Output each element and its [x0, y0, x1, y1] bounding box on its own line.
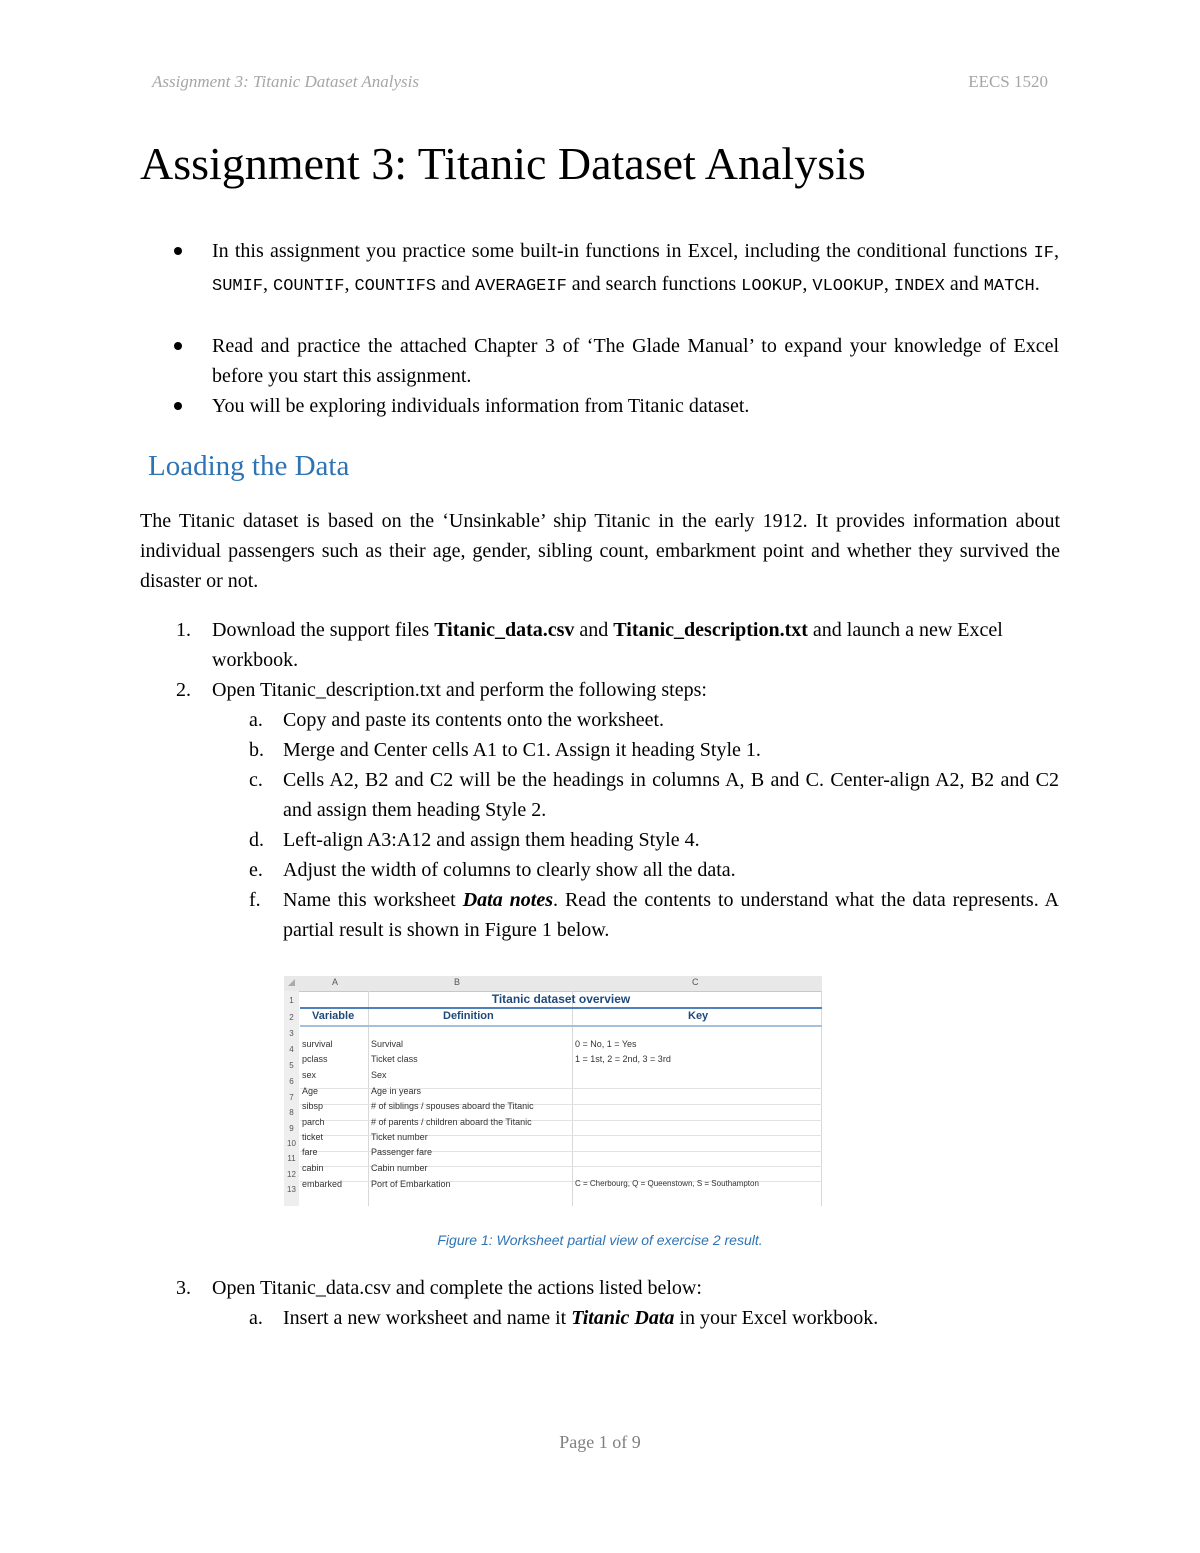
- select-all-icon: [288, 979, 295, 986]
- code-vlookup: VLOOKUP: [812, 277, 884, 296]
- table-cell: 0 = No, 1 = Yes: [575, 1039, 637, 1049]
- row-header-bar: [284, 991, 299, 1206]
- step-2f: f. Name this worksheet Data notes. Read the contents to understand what the data represents. A partial result is shown in Figure 1 below.: [249, 889, 1059, 941]
- table-cell: sibsp: [302, 1101, 324, 1111]
- header-variable: Variable: [312, 1010, 355, 1022]
- page-title: Assignment 3: Titanic Dataset Analysis: [140, 138, 866, 189]
- sheet-header-row: [300, 1009, 822, 1027]
- header-definition: Definition: [443, 1010, 494, 1022]
- code-sumif: SUMIF: [212, 277, 264, 296]
- row-number: 13: [287, 1185, 296, 1194]
- bullet-glade-manual: Read and practice the attached Chapter 3 of ‘The Glade Manual’ to expand your knowledge of Excel before you start this assignment.: [212, 331, 1059, 391]
- row-number: 9: [289, 1124, 294, 1133]
- code-averageif: AVERAGEIF: [474, 277, 567, 296]
- table-cell: Age in years: [371, 1086, 422, 1096]
- code-match: MATCH: [983, 277, 1035, 296]
- step-2b: b. Merge and Center cells A1 to C1. Assign it heading Style 1.: [249, 739, 761, 761]
- bullet-explore: You will be exploring individuals information from Titanic dataset.: [212, 391, 1059, 421]
- bullet-icon: [174, 342, 182, 350]
- column-header-bar: [284, 976, 822, 992]
- row-number: 1: [289, 996, 294, 1005]
- table-cell: sex: [302, 1070, 317, 1080]
- code-index: INDEX: [893, 277, 945, 296]
- page-footer: Page 1 of 9: [559, 1432, 641, 1452]
- page-header: [152, 72, 1048, 96]
- bullet-icon: [174, 247, 182, 255]
- step-3a: a. Insert a new worksheet and name it Titanic Data in your Excel workbook.: [249, 1307, 879, 1329]
- step-1: 1. Download the support files Titanic_data.csv and Titanic_description.txt and launch a new Excel workbook.: [212, 615, 1059, 675]
- section-heading: Loading the Data: [148, 450, 350, 482]
- row-number: 2: [289, 1013, 294, 1022]
- bullet-functions: In this assignment you practice some built-in functions in Excel, including the conditional functions IF, SUMIF, COUNTIF, COUNTIFS and AVERAGEIF and search functions LOOKUP, VLOOKUP, INDEX and MATCH.: [212, 236, 1059, 302]
- table-cell: C = Cherbourg, Q = Queenstown, S = Southampton: [575, 1179, 759, 1188]
- step-3: 3. Open Titanic_data.csv and complete the actions listed below:: [212, 1273, 1059, 1303]
- table-cell: Passenger fare: [371, 1147, 433, 1157]
- table-cell: Sex: [371, 1070, 387, 1080]
- row-number: 5: [289, 1061, 294, 1070]
- table-cell: embarked: [302, 1179, 343, 1189]
- table-cell: survival: [302, 1039, 333, 1049]
- row-number: 6: [289, 1077, 294, 1086]
- file-name: Titanic_description.txt: [613, 619, 808, 641]
- file-name: Titanic_data.csv: [434, 619, 575, 641]
- header-right: EECS 1520: [968, 72, 1048, 91]
- row-number: 12: [287, 1170, 296, 1179]
- code-countif: COUNTIF: [273, 277, 345, 296]
- table-cell: Age: [302, 1086, 319, 1096]
- code-if: IF: [1033, 244, 1054, 263]
- table-cell: parch: [302, 1117, 325, 1127]
- worksheet-figure: [284, 976, 822, 1206]
- table-cell: fare: [302, 1147, 318, 1157]
- step-2c: c. Cells A2, B2 and C2 will be the headings in columns A, B and C. Center-align A2, B2 and C2 and assign them heading Style 2.: [249, 769, 1059, 821]
- table-cell: 1 = 1st, 2 = 2nd, 3 = 3rd: [575, 1054, 671, 1064]
- table-cell: Ticket number: [371, 1132, 428, 1142]
- row-number: 8: [289, 1108, 294, 1117]
- row-number: 4: [289, 1045, 294, 1054]
- row-number: 11: [287, 1154, 296, 1163]
- code-lookup: LOOKUP: [741, 277, 803, 296]
- row-number: 10: [287, 1139, 296, 1148]
- intro-paragraph: The Titanic dataset is based on the ‘Unsinkable’ ship Titanic in the early 1912. It provides information about individual passengers such as their age, gender, sibling count, embarkment point and whether they survived the disaster or not.: [140, 510, 1060, 592]
- step-number: 2.: [176, 679, 191, 701]
- table-cell: Survival: [371, 1039, 404, 1049]
- sheet-name: Titanic Data: [571, 1307, 675, 1329]
- step-2a: a. Copy and paste its contents onto the worksheet.: [249, 709, 665, 731]
- table-cell: ticket: [302, 1132, 324, 1142]
- bullet-icon: [174, 402, 182, 410]
- header-key: Key: [688, 1010, 709, 1022]
- sheet-name: Data notes: [462, 889, 553, 911]
- table-cell: Ticket class: [371, 1054, 418, 1064]
- code-countifs: COUNTIFS: [354, 277, 437, 296]
- table-cell: Cabin number: [371, 1163, 428, 1173]
- step-number: 3.: [176, 1277, 191, 1299]
- step-2d: d. Left-align A3:A12 and assign them heading Style 4.: [249, 829, 700, 851]
- sheet-banner-title: Titanic dataset overview: [300, 992, 822, 1009]
- table-cell: # of siblings / spouses aboard the Titanic: [371, 1101, 534, 1111]
- step-2: 2. Open Titanic_description.txt and perform the following steps:: [212, 675, 1059, 705]
- row-number: 7: [289, 1093, 294, 1102]
- step-number: 1.: [176, 619, 191, 641]
- row-number: 3: [289, 1029, 294, 1038]
- figure-caption: Figure 1: Worksheet partial view of exercise 2 result.: [437, 1232, 763, 1248]
- table-cell: pclass: [302, 1054, 328, 1064]
- column-header-c: C: [692, 977, 699, 987]
- table-cell: cabin: [302, 1163, 324, 1173]
- table-cell: Port of Embarkation: [371, 1179, 451, 1189]
- header-left: Assignment 3: Titanic Dataset Analysis: [152, 72, 419, 91]
- step-2e: e. Adjust the width of columns to clearly show all the data.: [249, 859, 736, 881]
- column-header-a: A: [332, 977, 339, 987]
- column-header-b: B: [454, 977, 461, 987]
- table-cell: # of parents / children aboard the Titanic: [371, 1117, 532, 1127]
